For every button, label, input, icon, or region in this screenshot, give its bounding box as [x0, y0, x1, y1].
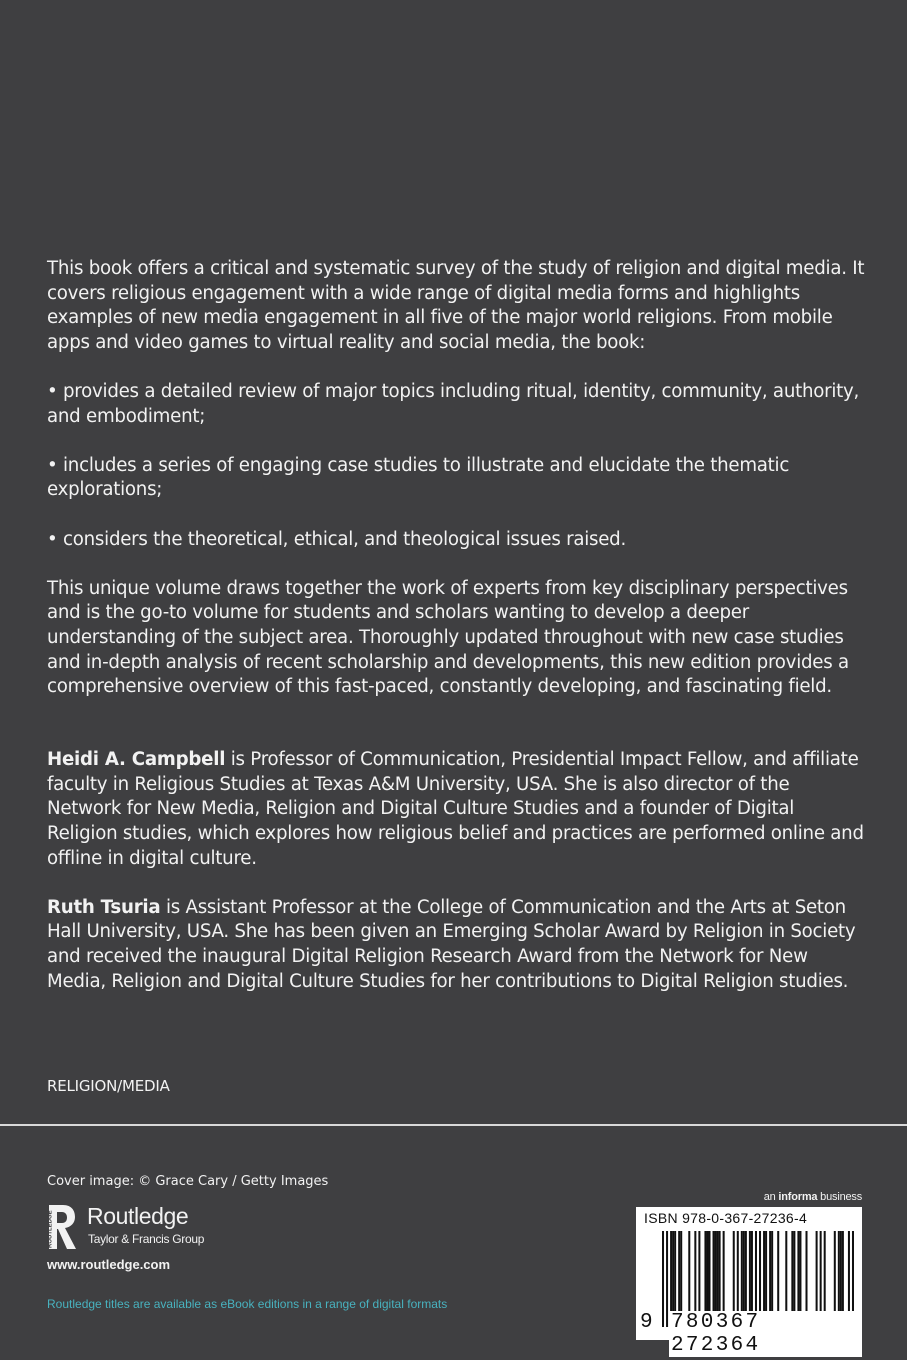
- bullet-item: • considers the theoretical, ethical, and theological issues raised.: [47, 528, 627, 550]
- subject-category: RELIGION/MEDIA: [47, 1077, 170, 1095]
- author-bio: [47, 748, 867, 871]
- barcode-bar: [793, 1231, 795, 1313]
- barcode-bar: [763, 1231, 765, 1313]
- informa-brand: informa: [778, 1191, 818, 1203]
- barcode-bar: [666, 1231, 668, 1327]
- barcode-bar: [723, 1231, 725, 1313]
- barcode-bar: [791, 1231, 793, 1313]
- barcode-bar: [771, 1231, 773, 1313]
- barcode-bar: [708, 1231, 710, 1313]
- barcode-bar: [672, 1231, 674, 1313]
- informa-prefix: an: [763, 1191, 779, 1203]
- barcode-bar: [706, 1231, 708, 1313]
- barcode-bar: [820, 1231, 822, 1313]
- author-name: Ruth Tsuria: [47, 896, 161, 918]
- barcode-bar: [733, 1231, 735, 1313]
- author-name: Heidi A. Campbell: [47, 749, 226, 771]
- barcode-bar: [749, 1231, 751, 1313]
- barcode-bar: [715, 1231, 717, 1313]
- barcode-bar: [680, 1231, 682, 1313]
- bullet-item: • provides a detailed review of major topics including ritual, identity, community, authority, and embodiment;: [47, 380, 860, 427]
- barcode-bar: [713, 1231, 715, 1313]
- publisher-group: Taylor & Francis Group: [88, 1232, 205, 1246]
- summary-paragraph: This unique volume draws together the work of experts from key disciplinary perspectives and is the go-to volume for students and scholars wanting to develop a deeper understanding of the subject area. Thoroughly updated throughout with new case studies and in-depth analysis of recent scholarship and developments, this new edition provides a comprehensive overview of this fast-paced, constantly developing, and fascinating field.: [47, 577, 849, 698]
- barcode-bar: [694, 1231, 696, 1313]
- author-bio: [47, 896, 867, 994]
- bullet-item: • includes a series of engaging case studies to illustrate and elucidate the thematic explorations;: [47, 454, 790, 501]
- barcode-bar: [688, 1231, 690, 1313]
- barcode-bar: [777, 1231, 779, 1313]
- barcode-bar: [719, 1231, 721, 1313]
- informa-tagline: [764, 1191, 862, 1203]
- barcode-bar: [741, 1231, 743, 1313]
- back-cover-blurb: [47, 257, 867, 1019]
- ebook-note: Routledge titles are available as eBook editions in a range of digital formats: [47, 1297, 448, 1311]
- publisher-logo: [45, 1203, 285, 1253]
- author-bio-text: is Assistant Professor at the College of Communication and the Arts at Seton Hall University, USA. She has been given an Emerging Scholar Award by Religion in Society and received the inaugural Digital Religion Research Award from the Network for New Media, Religion and Digital Culture Studies for her contributions to Digital Religion studies.: [47, 896, 856, 992]
- barcode-bar: [674, 1231, 676, 1313]
- barcode-bar: [785, 1231, 787, 1313]
- informa-suffix: business: [817, 1191, 862, 1203]
- cover-credit: Cover image: © Grace Cary / Getty Images: [47, 1174, 329, 1189]
- barcode-bar: [717, 1231, 719, 1313]
- publisher-name: Routledge: [87, 1203, 189, 1229]
- barcode-bar: [840, 1231, 842, 1313]
- barcode-bar: [797, 1231, 799, 1313]
- barcode-bar: [765, 1231, 767, 1313]
- isbn-barcode: [636, 1207, 862, 1357]
- barcode-bar: [698, 1231, 700, 1313]
- publisher-website[interactable]: www.routledge.com: [47, 1257, 171, 1272]
- barcode-bar: [834, 1231, 836, 1313]
- barcode-bar: [838, 1231, 840, 1313]
- barcode-bar: [816, 1231, 818, 1313]
- isbn-label: ISBN 978-0-367-27236-4: [644, 1210, 808, 1226]
- ean-digits: 780367 272364: [669, 1311, 862, 1357]
- barcode-bar: [824, 1231, 826, 1313]
- barcode-bar: [662, 1231, 664, 1327]
- barcode-bar: [743, 1231, 745, 1313]
- barcode-bar: [678, 1231, 680, 1313]
- routledge-logo-icon: [45, 1203, 79, 1251]
- ean-first-digit: 9: [640, 1311, 653, 1334]
- barcode-bar: [745, 1231, 747, 1313]
- barcode-bar: [805, 1231, 807, 1313]
- intro-paragraph: This book offers a critical and systematic survey of the study of religion and digital media. It covers religious engagement with a wide range of digital media forms and highlights examples of new media engagement in all five of the major world religions. From mobile apps and video games to virtual reality and social media, the book:: [47, 258, 865, 353]
- divider: [0, 1124, 907, 1126]
- barcode-bar: [799, 1231, 801, 1313]
- barcode-bar: [704, 1231, 706, 1313]
- barcode-bar: [842, 1231, 844, 1313]
- barcode-bar: [769, 1231, 771, 1313]
- barcode-bar: [670, 1231, 672, 1313]
- barcode-bar: [751, 1231, 753, 1313]
- author-bio-text: is Professor of Communication, Presidential Impact Fellow, and affiliate faculty in Religious Studies at Texas A&M University, USA. She is also director of the Network for New Media, Religion and Digital Culture Studies and a founder of Digital Religion studies, which explores how religious belief and practices are performed online and offline in digital culture.: [47, 749, 864, 869]
- logo-mark-text: ROUTLEDGE: [47, 1210, 54, 1248]
- barcode-bar: [737, 1231, 739, 1313]
